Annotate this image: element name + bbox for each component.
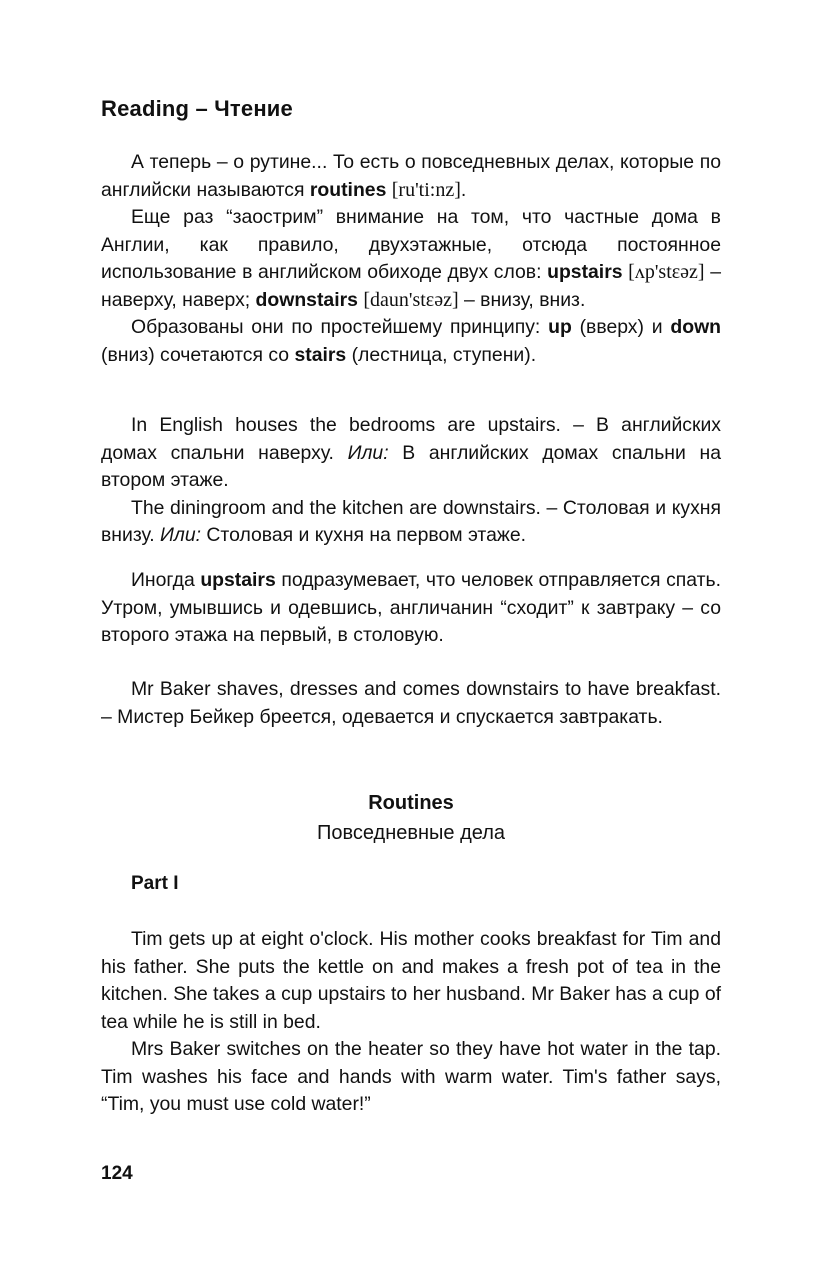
routines-subtitle: Повседневные дела — [316, 822, 506, 844]
section-title: Reading – Чтение — [101, 96, 293, 121]
term-stairs: stairs — [294, 343, 347, 366]
routines-title: Routines — [368, 792, 454, 814]
intro-block — [101, 149, 721, 369]
term-up: up — [548, 316, 572, 338]
term-routines: routines — [309, 178, 387, 201]
phonetic-upstairs: [ʌp'stɛəz] — [628, 261, 705, 283]
page-number: 124 — [101, 1163, 133, 1184]
term-upstairs: upstairs — [200, 569, 276, 591]
example-1: In English houses the bedrooms are upstairs. – В английских домах спальни наверху. Или: В английских домах спальни на втором этаже. — [101, 414, 722, 491]
term-down: down — [670, 316, 721, 338]
example-3: Mr Baker shaves, dresses and comes downstairs to have breakfast. – Мистер Бейкер бреется, одевается и спускается завтракать. — [101, 678, 721, 728]
note-paragraph: Иногда upstairs подразумевает, что человек отправляется спать. Утром, умывшись и одевшись, англичанин “сходит” к завтраку – со второго этажа на первый, в столовую. — [101, 569, 721, 646]
story-paragraph-2: Mrs Baker switches on the heater so they have hot water in the tap. Tim washes his face and hands with warm water. Tim's father says, “Tim, you must use cold water!” — [101, 1038, 721, 1115]
term-upstairs: upstairs — [547, 261, 623, 283]
term-downstairs: downstairs — [255, 288, 358, 311]
example-2: The diningroom and the kitchen are downstairs. – Столовая и кухня внизу. Или: Столовая и кухня на первом этаже. — [101, 496, 721, 546]
example-3-block — [101, 676, 721, 731]
intro-paragraph-2: Еще раз “заострим” внимание на том, что частные дома в Англии, как правило, двухэтажные, отсюда постоянное использование в английском обиходе двух слов: upstairs [ʌp'stɛəz] – наверху, наверх; downstairs [daun'stɛəz] – внизу, вниз. — [101, 206, 722, 311]
story-paragraph-1: Tim gets up at eight o'clock. His mother cooks breakfast for Tim and his father. She puts the kettle on and makes a fresh pot of tea in the kitchen. She takes a cup upstairs to her husband. Mr Baker has a cup of tea while he is still in bed. — [101, 928, 721, 1033]
or-label: Или: — [160, 524, 202, 546]
part-heading: Part I — [131, 873, 179, 894]
intro-paragraph-1: А теперь – о рутине... То есть о повседневных делах, которые по английски называются routines [ru'ti:nz]. — [101, 151, 721, 201]
phonetic-routines: [ru'ti:nz] — [391, 178, 461, 201]
note-block — [101, 567, 721, 650]
phonetic-downstairs: [daun'stɛəz] — [363, 288, 459, 311]
story-block — [101, 926, 721, 1119]
or-label: Или: — [347, 441, 389, 464]
examples-block — [101, 412, 721, 550]
intro-paragraph-3: Образованы они по простейшему принципу: up (вверх) и down (вниз) сочетаются со stairs (лестница, ступени). — [101, 316, 721, 366]
